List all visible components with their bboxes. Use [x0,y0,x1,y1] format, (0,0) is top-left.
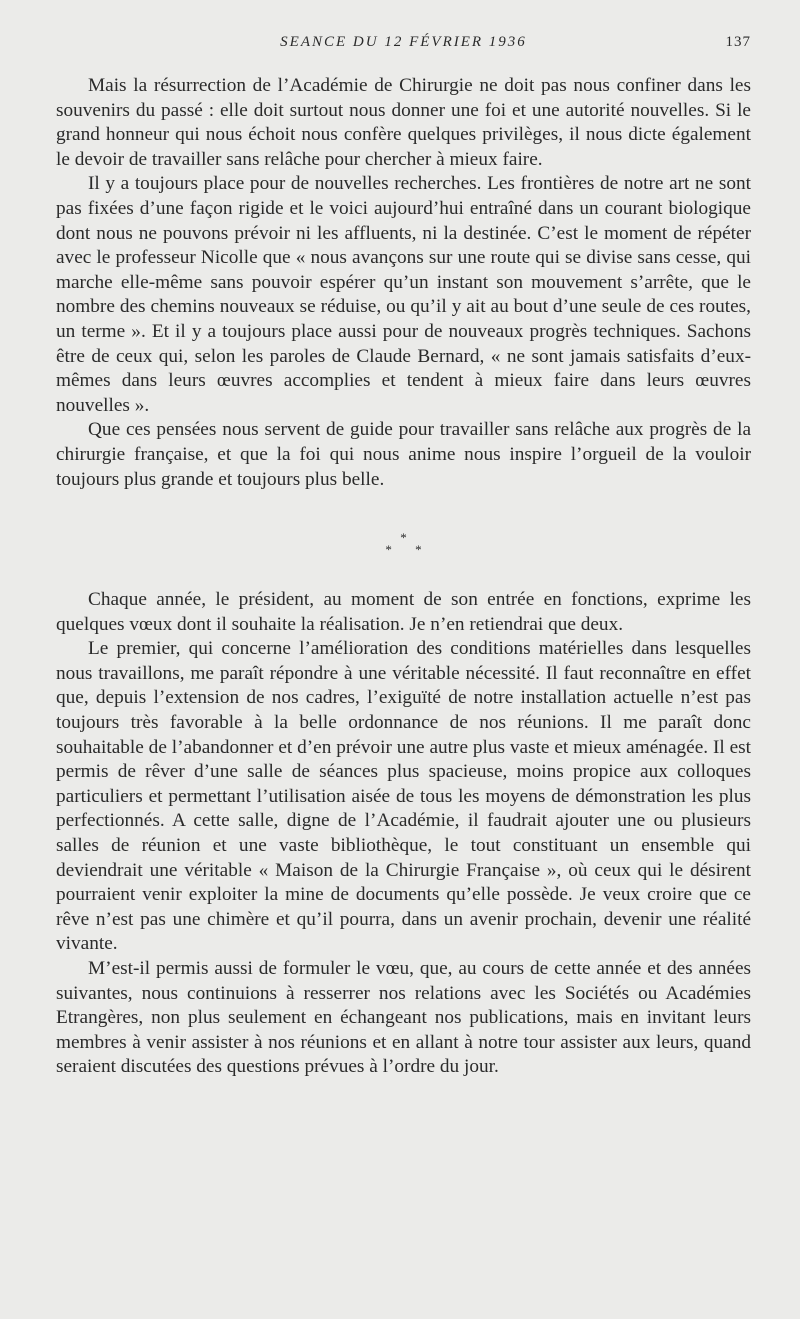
running-title: SEANCE DU 12 FÉVRIER 1936 [280,34,527,50]
paragraph-resurrection: Mais la résurrection de l’Académie de Chirurgie ne doit pas nous confiner dans les souvenirs du passé : elle doit surtout nous donner une foi et une autorité nouvelles. Si le grand honneur qui nous échoit nous confère quelques privilèges, il nous dicte également le devoir de travailler sans relâche pour chercher à mieux faire. [56,75,751,170]
paragraph-voeux: Chaque année, le président, au moment de son entrée en fonctions, exprime les quelques vœux dont il souhaite la réalisation. Je n’en retiendrai que deux. [56,589,751,635]
running-header [56,34,751,56]
paragraph-premier-voeu: Le premier, qui concerne l’amélioration des conditions matérielles dans lesquelles nous travaillons, me paraît répondre à une véritable nécessité. Il faut reconnaître en effet que, depuis l’extension de nos cadres, l’exiguïté de notre installation actuelle n’est pas toujours très favorable à la belle ordonnance de nos réunions. Il me paraît donc souhaitable de l’abandonner et d’en prévoir une autre plus vaste et mieux aménagée. Il est permis de rêver d’une salle de séances plus spacieuse, moins propice aux colloques particuliers et permettant l’utilisation aisée de tous les moyens de démonstration les plus perfectionnés. A cette salle, digne de l’Académie, il faudrait ajouter une ou plusieurs salles de réunion et une vaste bibliothèque, le tout constituant un ensemble qui deviendrait une véritable « Maison de la Chirurgie Française », où ceux qui le désirent pourraient venir exploiter la mine de documents qu’elle possède. Je veux croire que ce rêve n’est pas une chimère et qu’il pourra, dans un avenir prochain, devenir une réalité vivante. [56,638,751,955]
section-separator [56,492,751,588]
asterism-bottom-stars: * * [385,542,432,558]
paragraph-second-voeu: M’est-il permis aussi de formuler le vœu, que, au cours de cette année et des années suivantes, nous continuions à resserrer nos relations avec les Sociétés ou Académies Etrangères, non plus seulement en échangeant nos publications, mais en invitant leurs membres à venir assister à nos réunions et en allant à notre tour assister aux leurs, quand seraient discutées des questions prévues à l’ordre du jour. [56,958,751,1078]
paragraph-recherches: Il y a toujours place pour de nouvelles recherches. Les frontières de notre art ne sont pas fixées d’une façon rigide et le voici aujourd’hui entraîné dans un courant biologique dont nous ne pouvons prévoir ni les affluents, ni la destinée. C’est le moment de répéter avec le professeur Nicolle que « nous avançons sur une route qui se divise sans cesse, qui marche elle-même sans pouvoir espérer qu’un instant son mouvement s’arrête, que le nombre des chemins nouveaux se réduise, ou qu’il y ait au bout d’une seule de ces routes, un terme ». Et il y a toujours place aussi pour de nouveaux progrès techniques. Sachons être de ceux qui, selon les paroles de Claude Bernard, « ne sont jamais satisfaits d’eux-mêmes dans leurs œuvres accomplies et tendent à mieux faire dans leurs œuvres nouvelles ». [56,173,751,416]
asterism-top-star: * [400,530,407,546]
body-text [56,74,751,1080]
page-number: 137 [725,34,751,50]
paragraph-pensees: Que ces pensées nous servent de guide pour travailler sans relâche aux progrès de la chirurgie française, et que la foi qui nous anime nous inspire l’orgueil de la vouloir toujours plus grande et toujours plus belle. [56,419,751,490]
